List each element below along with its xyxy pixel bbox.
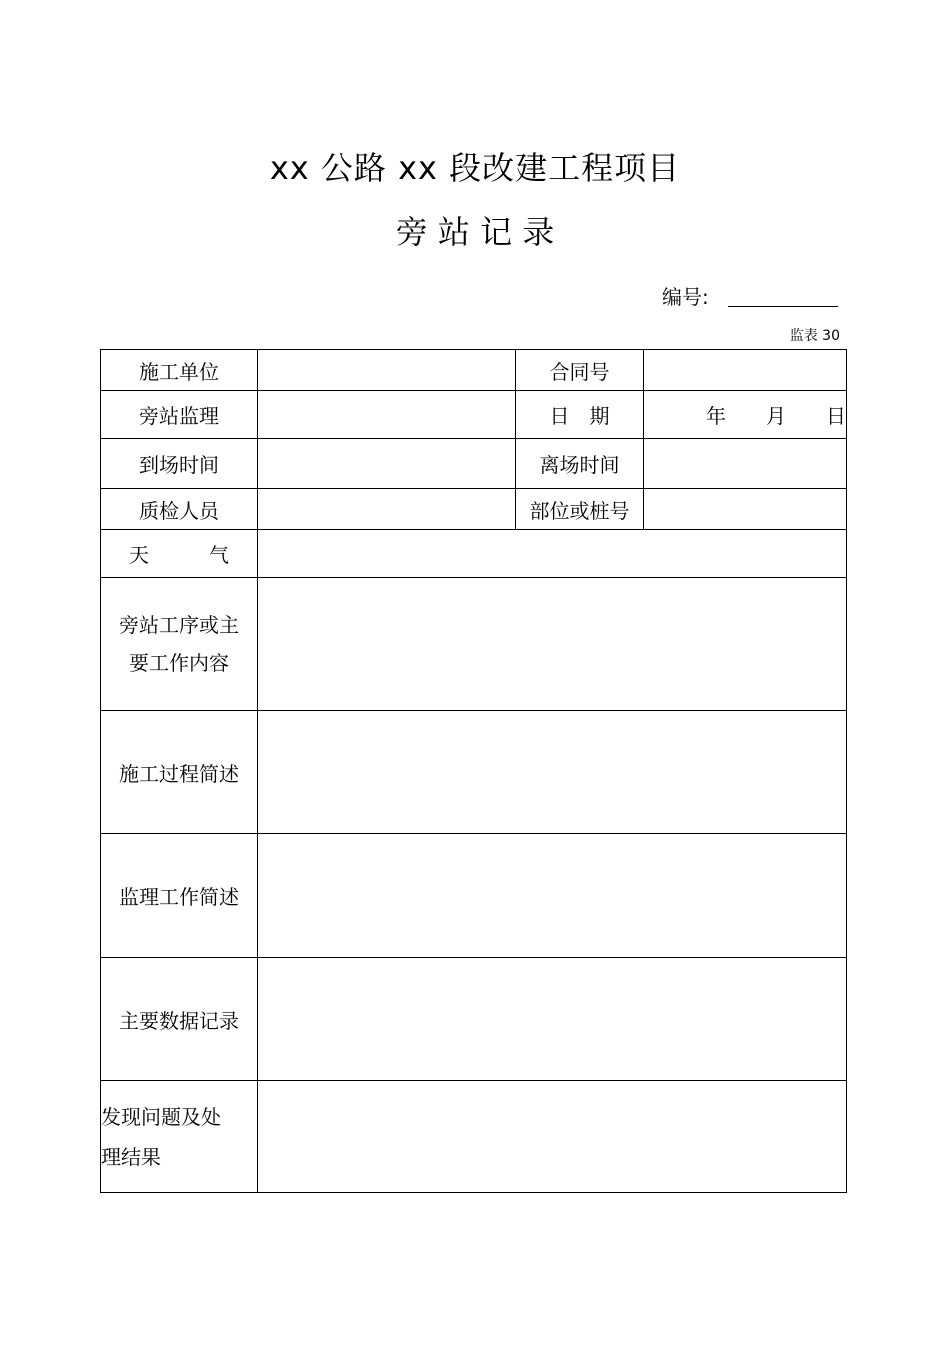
arrival-time-field[interactable]	[258, 439, 516, 489]
departure-time-field[interactable]	[644, 439, 847, 489]
data-record-label: 主要数据记录	[101, 958, 258, 1081]
construction-desc-field[interactable]	[258, 711, 847, 834]
form-code: 监表 30	[789, 328, 840, 344]
contract-no-field[interactable]	[644, 350, 847, 391]
process-label-line1: 旁站工序或主	[119, 613, 239, 637]
inspector-label: 质检人员	[101, 489, 258, 530]
issues-label-line2: 理结果	[101, 1144, 161, 1169]
construction-desc-label: 施工过程简述	[101, 711, 258, 834]
record-table	[100, 349, 847, 1193]
contract-no-label: 合同号	[516, 350, 644, 391]
process-label-line2: 要工作内容	[129, 651, 229, 675]
supervisor-label: 旁站监理	[101, 391, 258, 439]
supervisor-field[interactable]	[258, 391, 516, 439]
issues-label-line1: 发现问题及处	[101, 1104, 221, 1129]
supervision-desc-field[interactable]	[258, 834, 847, 958]
construction-unit-label: 施工单位	[101, 350, 258, 391]
location-field[interactable]	[644, 489, 847, 530]
construction-unit-field[interactable]	[258, 350, 516, 391]
location-label: 部位或桩号	[516, 489, 644, 530]
date-field[interactable]: 年 月 日	[644, 391, 847, 439]
departure-time-label: 离场时间	[516, 439, 644, 489]
weather-label: 天 气	[101, 530, 258, 578]
supervision-desc-label: 监理工作简述	[101, 834, 258, 958]
inspector-field[interactable]	[258, 489, 516, 530]
issues-field[interactable]	[258, 1081, 847, 1193]
process-field[interactable]	[258, 578, 847, 711]
weather-field[interactable]	[258, 530, 847, 578]
document-title: xx 公路 xx 段改建工程项目	[269, 149, 681, 187]
number-label: 编号:	[662, 285, 709, 309]
issues-label	[101, 1081, 258, 1193]
date-label: 日 期	[516, 391, 644, 439]
process-label	[101, 578, 258, 711]
arrival-time-label: 到场时间	[101, 439, 258, 489]
number-field[interactable]	[728, 306, 838, 307]
data-record-field[interactable]	[258, 958, 847, 1081]
document-subtitle: 旁 站 记 录	[395, 213, 555, 251]
